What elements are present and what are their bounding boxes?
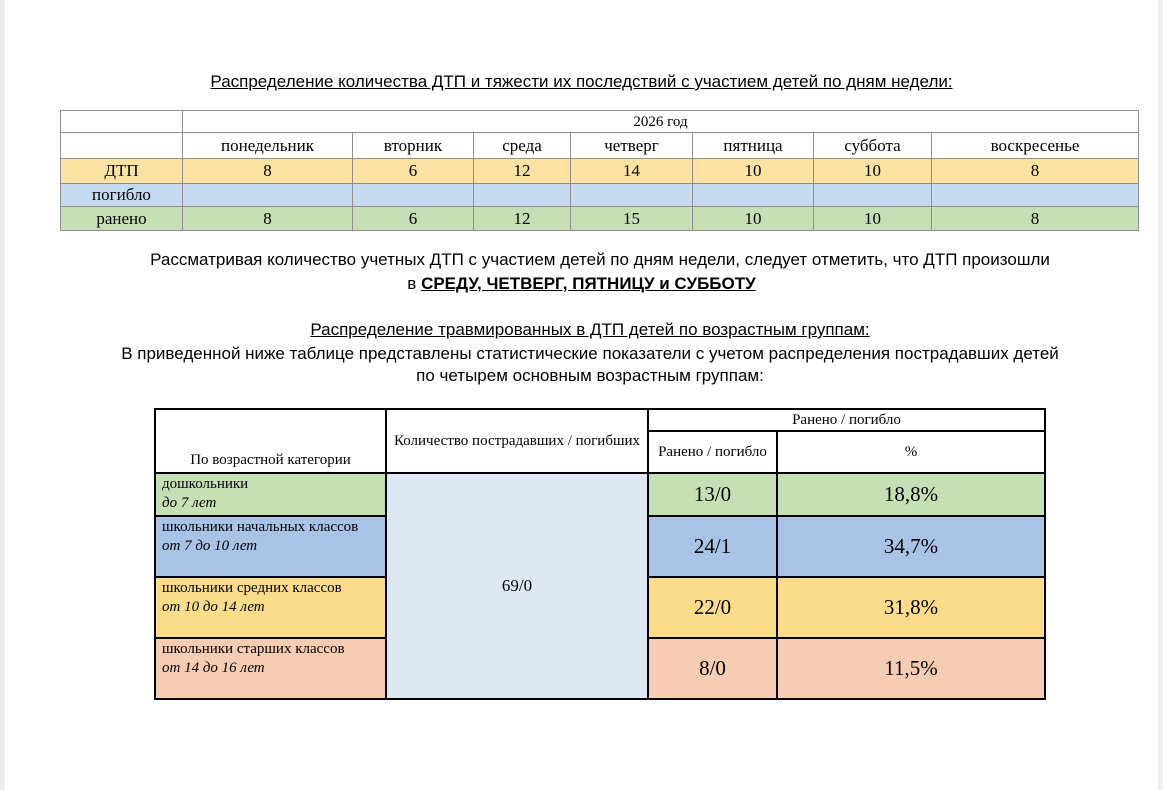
cell-value: 12 (474, 207, 571, 231)
right-page-edge (1158, 0, 1163, 790)
row-label: погибло (61, 184, 183, 207)
weekday-section-title: Распределение количества ДТП и тяжести их последствий с участием детей по дням недели: (210, 72, 953, 91)
corner-cell (61, 133, 183, 159)
cell-value: 6 (353, 207, 474, 231)
cell-value: 14 (571, 159, 693, 184)
age-group-cell (155, 638, 386, 699)
header-sub-percent: % (777, 431, 1045, 473)
age-group-name: школьники средних классов (162, 580, 342, 596)
group-count: 8/0 (648, 638, 777, 699)
age-range: от 7 до 10 лет (162, 538, 258, 554)
day-header: пятница (693, 133, 814, 159)
conclusion-prefix: в (407, 274, 417, 293)
age-group-name: школьники начальных классов (162, 519, 359, 535)
header-group: Ранено / погибло (648, 409, 1045, 431)
year-label: 2026 год (183, 111, 1139, 133)
table-row (61, 184, 1139, 207)
cell-value (814, 184, 932, 207)
group-count: 24/1 (648, 516, 777, 577)
conclusion-text: Рассматривая количество учетных ДТП с участием детей по дням недели, следует отметить, что ДТП произошли (150, 250, 1050, 269)
header-sub-count: Ранено / погибло (648, 431, 777, 473)
cell-value: 8 (932, 159, 1139, 184)
day-header: воскресенье (932, 133, 1139, 159)
cell-value: 10 (693, 207, 814, 231)
day-header: понедельник (183, 133, 353, 159)
age-intro-line: по четырем основным возрастным группам: (416, 366, 764, 385)
age-group-cell (155, 516, 386, 577)
cell-value: 15 (571, 207, 693, 231)
conclusion-days (0, 274, 1163, 294)
conclusion-bold-days: СРЕДУ, ЧЕТВЕРГ, ПЯТНИЦУ и СУББОТУ (421, 274, 756, 293)
group-percent: 11,5% (777, 638, 1045, 699)
corner-cell (61, 111, 183, 133)
day-header: вторник (353, 133, 474, 159)
cell-value: 8 (183, 207, 353, 231)
total-count: 69/0 (386, 473, 648, 699)
cell-value: 12 (474, 159, 571, 184)
cell-value: 8 (183, 159, 353, 184)
age-group-cell (155, 577, 386, 638)
age-intro (0, 343, 1163, 387)
weekday-table (60, 110, 1139, 231)
group-count: 22/0 (648, 577, 777, 638)
row-label: ДТП (61, 159, 183, 184)
table-row (61, 207, 1139, 231)
cell-value: 6 (353, 159, 474, 184)
age-group-name: школьники старших классов (162, 641, 345, 657)
age-range: до 7 лет (162, 495, 217, 511)
day-header: суббота (814, 133, 932, 159)
row-label: ранено (61, 207, 183, 231)
age-range: от 10 до 14 лет (162, 599, 265, 615)
cell-value (474, 184, 571, 207)
age-intro-line: В приведенной ниже таблице представлены статистические показатели с учетом распределения пострадавших детей (121, 344, 1059, 363)
table-row (61, 159, 1139, 184)
cell-value (353, 184, 474, 207)
age-group-table (154, 408, 1046, 700)
group-percent: 31,8% (777, 577, 1045, 638)
cell-value (571, 184, 693, 207)
cell-value: 8 (932, 207, 1139, 231)
header-count: Количество пострадавших / погибших (386, 409, 648, 473)
cell-value (932, 184, 1139, 207)
cell-value: 10 (814, 207, 932, 231)
age-section-title: Распределение травмированных в ДТП детей по возрастным группам: (310, 320, 870, 339)
table-row (155, 473, 1045, 516)
age-group-name: дошкольники (162, 476, 249, 492)
age-range: от 14 до 16 лет (162, 660, 265, 676)
cell-value: 10 (693, 159, 814, 184)
group-percent: 34,7% (777, 516, 1045, 577)
age-group-cell (155, 473, 386, 516)
group-percent: 18,8% (777, 473, 1045, 516)
day-header: четверг (571, 133, 693, 159)
cell-value (693, 184, 814, 207)
left-page-edge (0, 0, 5, 790)
cell-value: 10 (814, 159, 932, 184)
group-count: 13/0 (648, 473, 777, 516)
cell-value (183, 184, 353, 207)
day-header: среда (474, 133, 571, 159)
header-category: По возрастной категории (155, 409, 386, 473)
